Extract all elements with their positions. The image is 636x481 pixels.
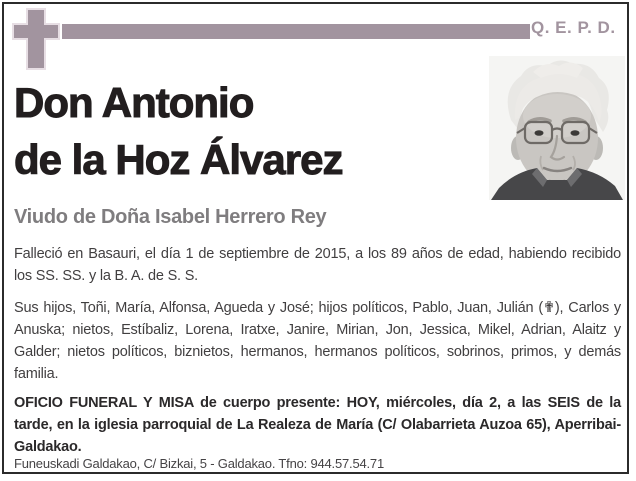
deceased-name-line2: de la Hoz Álvarez: [14, 136, 343, 183]
subtitle-widower: Viudo de Doña Isabel Herrero Rey: [14, 206, 327, 228]
paragraph-family: Sus hijos, Toñi, María, Alfonsa, Agueda y José; hijos políticos, Pablo, Juan, Julián (✟), Carlos y Anuska; nietos, Estíbaliz, Lorena, Iratxe, Janire, Mirian, Jon, Jessica, Mikel, Adrian, Alaitz y Galder; nietos políticos, biznietos, hermanos, hermanos políticos, sobrinos, primos, y demás familia.: [14, 300, 621, 382]
obituary-card: [2, 2, 629, 474]
portrait-photo: [489, 56, 625, 200]
deceased-name-line1: Don Antonio: [14, 79, 254, 126]
header-rule: [62, 24, 530, 39]
qepd-label: Q. E. P. D.: [531, 18, 616, 37]
deceased-name: [14, 74, 484, 188]
paragraph-funeral-service: OFICIO FUNERAL Y MISA de cuerpo presente: HOY, miércoles, día 2, a las SEIS de la tarde, en la iglesia parroquial de La Realeza de María (C/ Olabarrieta Auzoa 65), Aperribai-Galdakao.: [14, 395, 621, 455]
funeral-home-footer: Funeuskadi Galdakao, C/ Bizkai, 5 - Galdakao. Tfno: 944.57.54.71: [14, 456, 384, 471]
latin-cross-icon: [12, 8, 60, 70]
paragraph-death-notice: Falleció en Basauri, el día 1 de septiembre de 2015, a los 89 años de edad, habiendo recibido los SS. SS. y la B. A. de S. S.: [14, 246, 621, 284]
